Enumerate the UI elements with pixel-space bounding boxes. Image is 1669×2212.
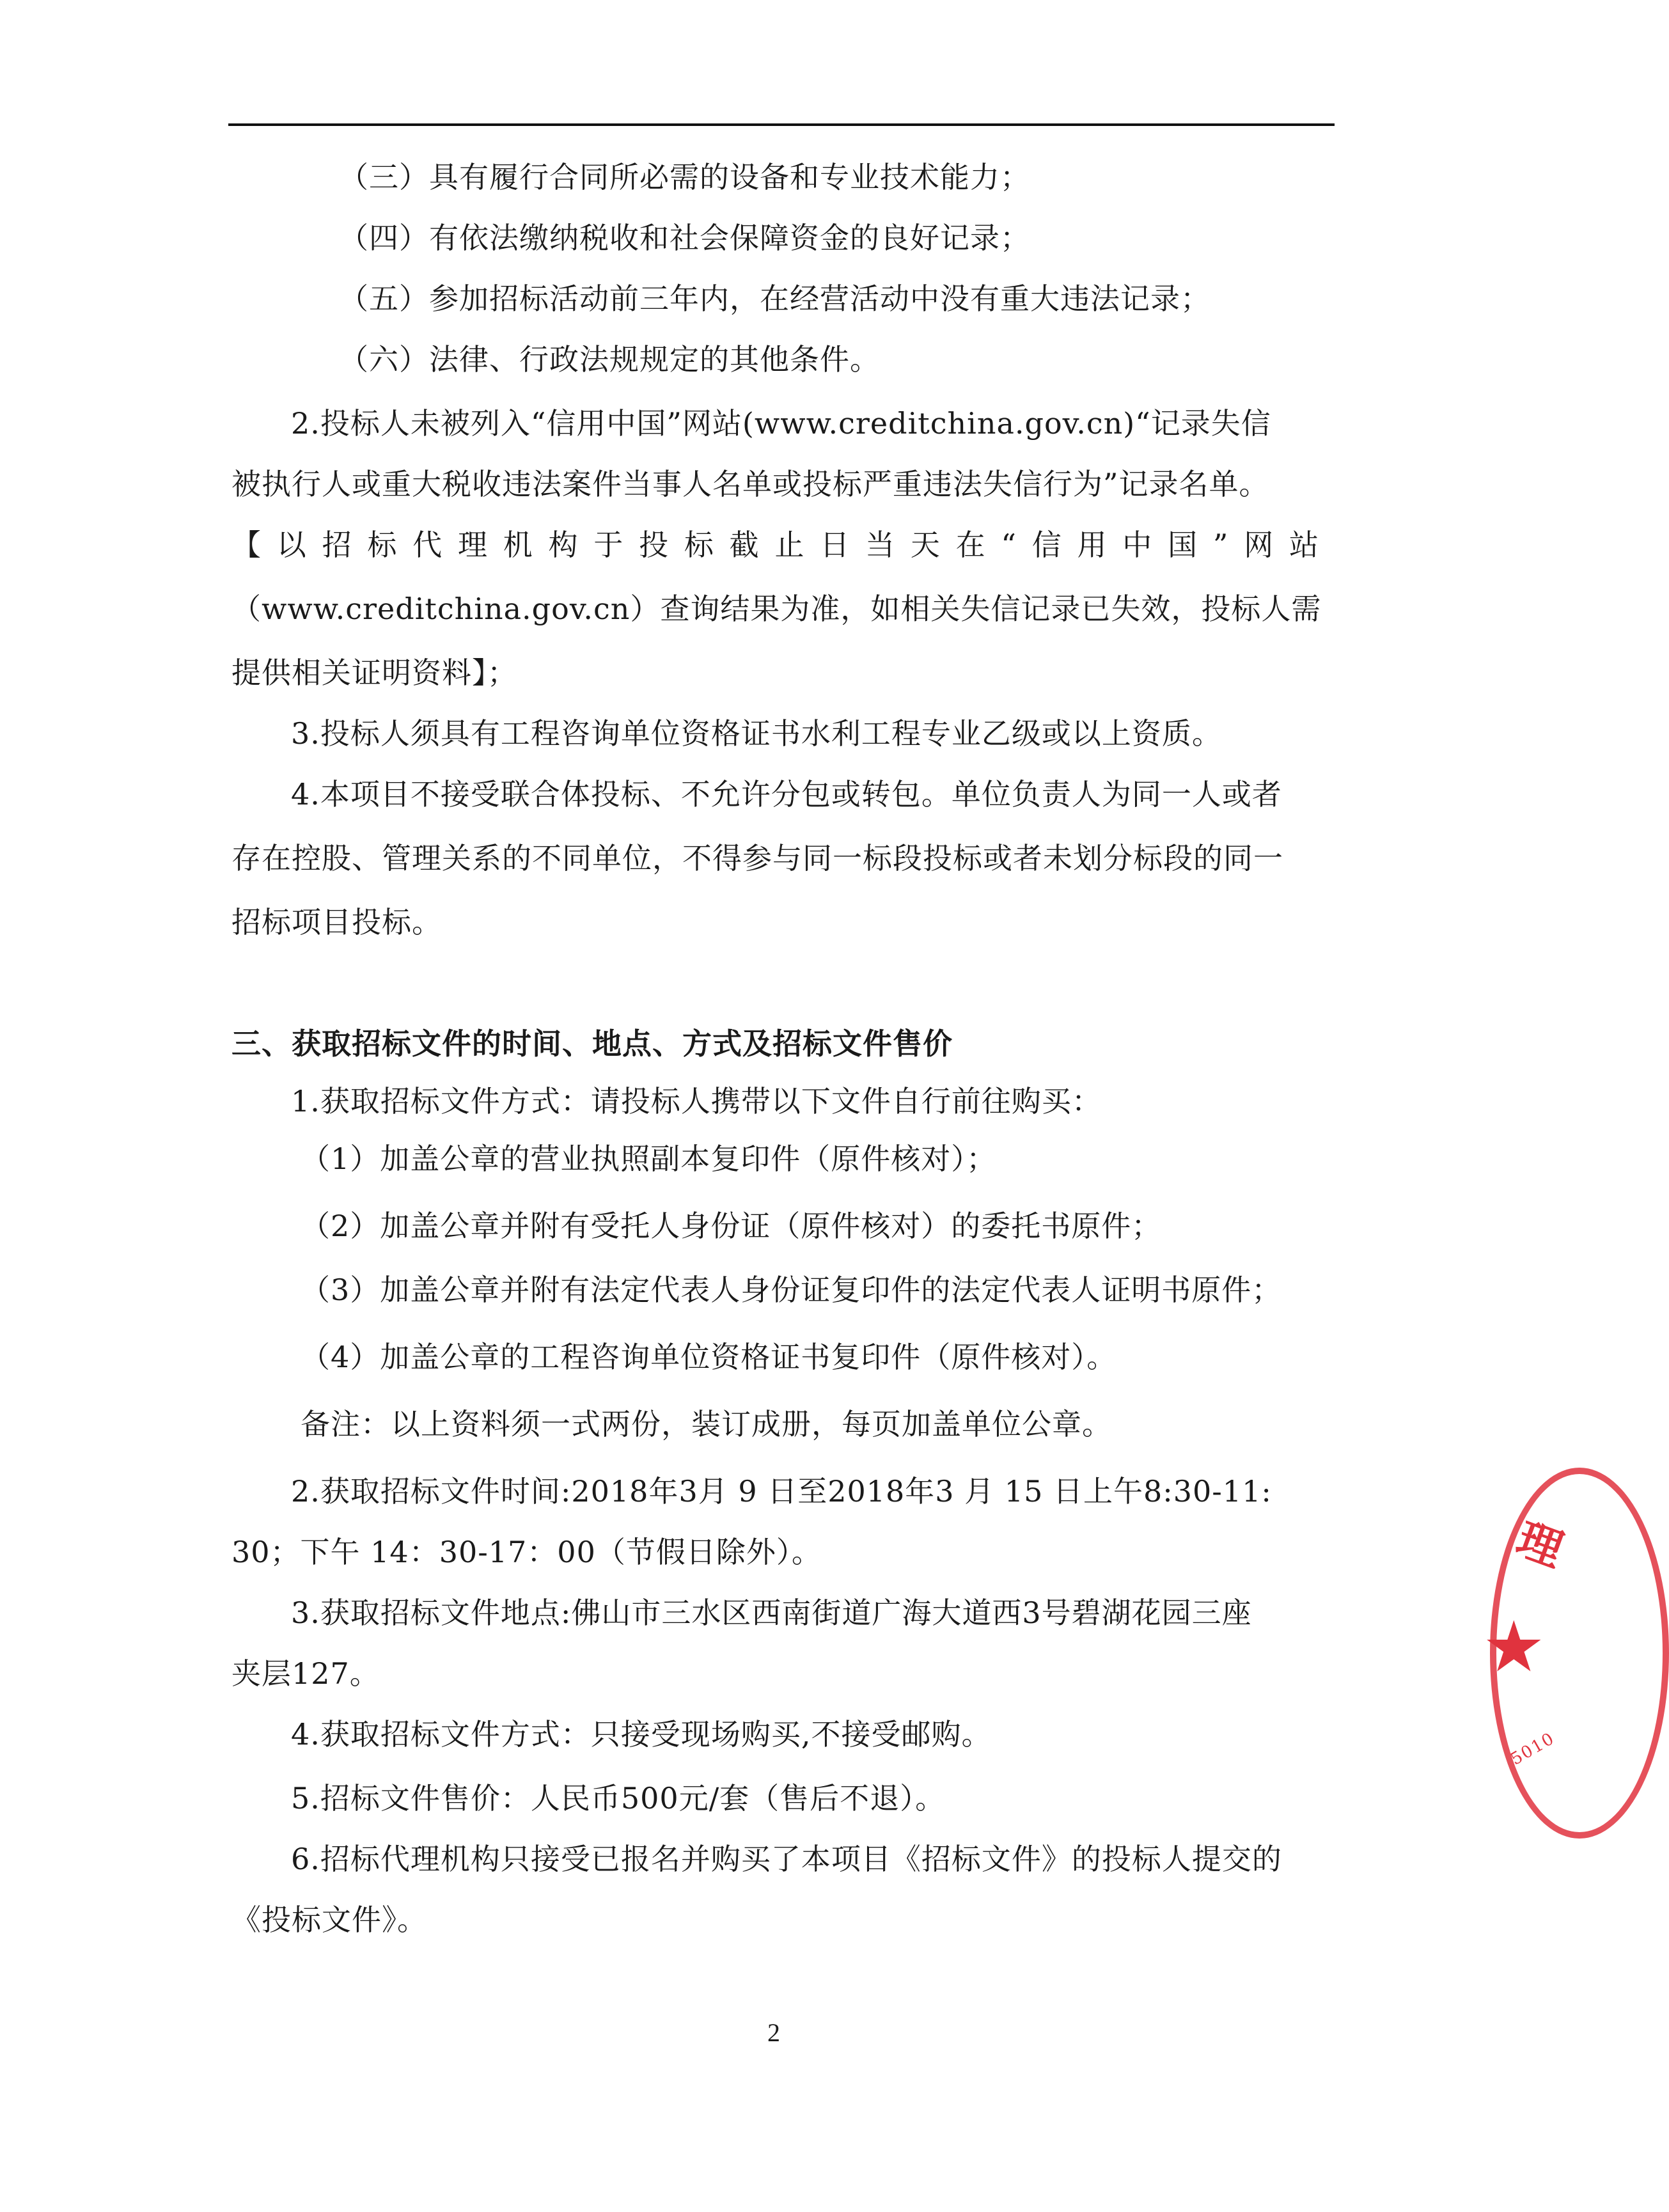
requirement-3: 3.投标人须具有工程咨询单位资格证书水利工程专业乙级或以上资质。 bbox=[291, 716, 1222, 751]
required-doc-3: （3）加盖公章并附有法定代表人身份证复印件的法定代表人证明书原件； bbox=[301, 1273, 1282, 1307]
obtain-method-intro: 1.获取招标文件方式：请投标人携带以下文件自行前往购买： bbox=[291, 1084, 1102, 1118]
required-doc-2: （2）加盖公章并附有受托人身份证（原件核对）的委托书原件； bbox=[301, 1209, 1162, 1243]
required-doc-4: （4）加盖公章的工程咨询单位资格证书复印件（原件核对）。 bbox=[301, 1340, 1117, 1374]
obtain-place-line-1: 3.获取招标文件地点:佛山市三水区西南街道广海大道西3号碧湖花园三座 bbox=[291, 1596, 1252, 1630]
obtain-time-line-1: 2.获取招标文件时间:2018年3月 9 日至2018年3 月 15 日上午8:30-11: bbox=[291, 1474, 1272, 1509]
requirement-4-line-3: 招标项目投标。 bbox=[231, 905, 442, 939]
document-price: 5.招标文件售价：人民币500元/套（售后不退）。 bbox=[291, 1781, 946, 1816]
requirement-item-4: （四）有依法缴纳税收和社会保障资金的良好记录； bbox=[339, 221, 1030, 255]
page-number: 2 bbox=[767, 2018, 780, 2047]
header-rule bbox=[228, 123, 1335, 126]
requirement-item-3: （三）具有履行合同所必需的设备和专业技术能力； bbox=[339, 160, 1030, 194]
obtain-time-line-2: 30；下午 14：30-17：00（节假日除外）。 bbox=[231, 1535, 822, 1569]
requirement-item-5: （五）参加招标活动前三年内，在经营活动中没有重大违法记录； bbox=[339, 281, 1211, 316]
requirement-2-line-1: 2.投标人未被列入“信用中国”网站(www.creditchina.gov.cn)“记录失信 bbox=[291, 406, 1271, 441]
requirement-4-line-2: 存在控股、管理关系的不同单位，不得参与同一标段投标或者未划分标段的同一 bbox=[231, 841, 1283, 875]
seal-digits: 5010 bbox=[1507, 1729, 1558, 1769]
agency-note-line-2: 《投标文件》。 bbox=[231, 1902, 427, 1937]
requirement-2-line-3: 【以招标代理机构于投标截止日当天在“信用中国”网站 bbox=[231, 528, 1333, 562]
requirement-2-line-5: 提供相关证明资料】； bbox=[231, 655, 517, 690]
required-doc-1: （1）加盖公章的营业执照副本复印件（原件核对）； bbox=[301, 1141, 997, 1176]
note-line: 备注：以上资料须一式两份，装订成册，每页加盖单位公章。 bbox=[301, 1407, 1112, 1441]
seal-character: 理 bbox=[1510, 1512, 1571, 1578]
requirement-2-line-4: （www.creditchina.gov.cn）查询结果为准，如相关失信记录已失效，投标人需 bbox=[231, 592, 1322, 626]
seal-star-icon: ★ bbox=[1482, 1606, 1546, 1688]
obtain-place-line-2: 夹层127。 bbox=[231, 1656, 380, 1691]
requirement-item-6: （六）法律、行政法规规定的其他条件。 bbox=[339, 342, 880, 377]
requirement-4-line-1: 4.本项目不接受联合体投标、不允许分包或转包。单位负责人为同一人或者 bbox=[291, 777, 1282, 812]
purchase-method: 4.获取招标文件方式：只接受现场购买,不接受邮购。 bbox=[291, 1717, 992, 1752]
requirement-2-line-2: 被执行人或重大税收违法案件当事人名单或投标严重违法失信行为”记录名单。 bbox=[231, 467, 1269, 501]
agency-note-line-1: 6.招标代理机构只接受已报名并购买了本项目《招标文件》的投标人提交的 bbox=[291, 1842, 1282, 1876]
section-3-heading: 三、获取招标文件的时间、地点、方式及招标文件售价 bbox=[231, 1026, 953, 1061]
